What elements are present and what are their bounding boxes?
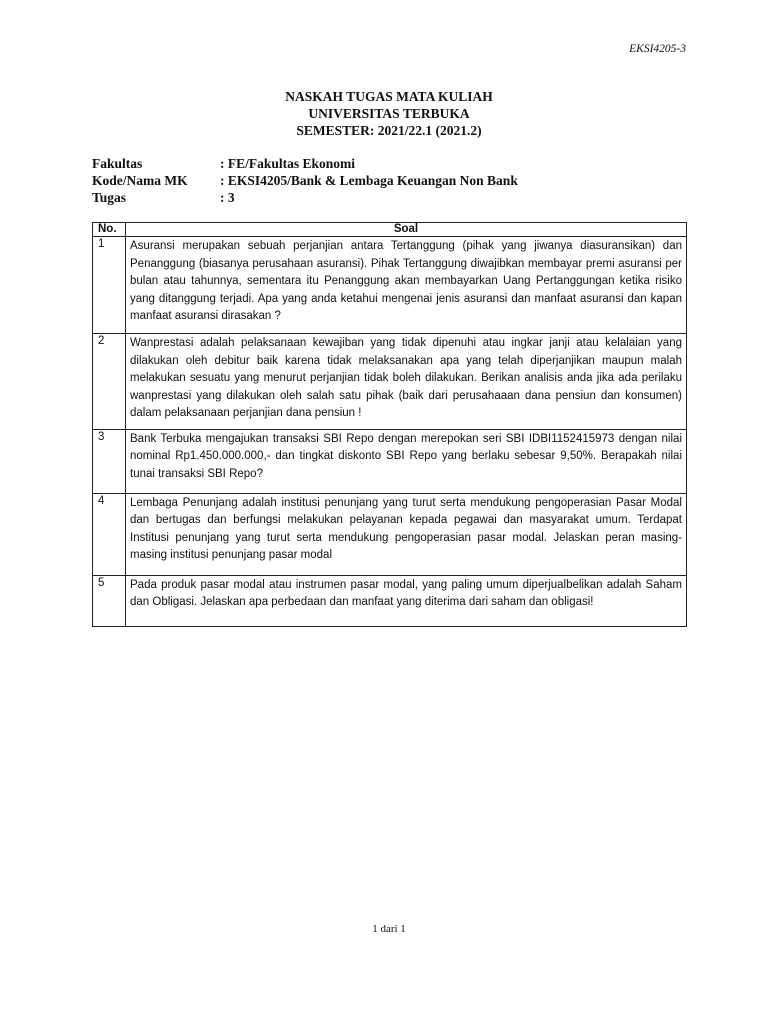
question-text: Wanprestasi adalah pelaksanaan kewajiban yang tidak dipenuhi atau ingkar janji atau kelalaian yang dilakukan oleh debitur baik karena tidak melaksanakan apa yang telah diperjanjikan maupun malah melakukan sesuatu yang menurut perjanjian tidak boleh dilakukan. Berikan analisis anda jika ada perilaku wanprestasi yang dilakukan oleh salah satu pihak (baik dari perusahaaan dana pensiun dan konsumen) dalam pelaksanaan perjanjian dana pensiun ! (126, 334, 687, 430)
question-number: 3 (93, 429, 126, 493)
document-code: EKSI4205-3 (629, 43, 686, 55)
header-no: No. (93, 223, 126, 237)
meta-label: Fakultas (92, 156, 143, 171)
course-info (92, 155, 518, 206)
table-row (93, 237, 687, 334)
title-line: UNIVERSITAS TERBUKA (308, 106, 470, 121)
header-soal: Soal (126, 223, 687, 237)
question-number: 4 (93, 493, 126, 575)
table-row (93, 334, 687, 430)
table-header-row (93, 223, 687, 237)
meta-row-tugas (92, 189, 518, 206)
table-row (93, 493, 687, 575)
question-table (92, 222, 687, 627)
meta-value: : EKSI4205/Bank & Lembaga Keuangan Non Bank (220, 173, 518, 188)
question-number: 5 (93, 575, 126, 626)
meta-label: Kode/Nama MK (92, 173, 188, 188)
page-number: 1 dari 1 (372, 923, 406, 935)
question-number: 1 (93, 237, 126, 334)
table-row (93, 575, 687, 626)
question-text: Pada produk pasar modal atau instrumen pasar modal, yang paling umum diperjualbelikan adalah Saham dan Obligasi. Jelaskan apa perbedaan dan manfaat yang diterima dari saham dan obligasi! (126, 575, 687, 626)
document-title (0, 88, 768, 139)
meta-value: : FE/Fakultas Ekonomi (220, 156, 356, 171)
table-row (93, 429, 687, 493)
question-text: Lembaga Penunjang adalah institusi penunjang yang turut serta mendukung pengoperasian Pasar Modal dan bertugas dan berfungsi melakukan pelayanan kepada pegawai dan masyarakat umum. Terdapat Institusi penunjang yang turut serta mendukung pengoperasian pasar modal. Jelaskan peran masing-masing institusi penunjang pasar modal (126, 493, 687, 575)
meta-value: : 3 (220, 190, 235, 205)
meta-row-fakultas (92, 155, 518, 172)
meta-label: Tugas (92, 190, 127, 205)
question-text: Bank Terbuka mengajukan transaksi SBI Repo dengan merepokan seri SBI IDBI1152415973 dengan nilai nominal Rp1.450.000.000,- dan tingkat diskonto SBI Repo yang berlaku sebesar 9,50%. Berapakah nilai tunai transaksi SBI Repo? (126, 429, 687, 493)
title-line: NASKAH TUGAS MATA KULIAH (285, 89, 493, 104)
meta-row-course (92, 172, 518, 189)
question-number: 2 (93, 334, 126, 430)
title-line: SEMESTER: 2021/22.1 (2021.2) (296, 123, 482, 138)
question-text: Asuransi merupakan sebuah perjanjian antara Tertanggung (pihak yang jiwanya diasuransikan) dan Penanggung (biasanya perusahaan asuransi). Pihak Tertanggung diwajibkan membayar premi asuransi per bulan atau tahunnya, sementara itu Penanggung akan membayarkan Uang Pertanggungan ketika risiko yang ditanggung terjadi. Apa yang anda ketahui mengenai jenis asuransi dan manfaat asuransi dan kapan manfaat asuransi dirasakan ? (126, 237, 687, 334)
